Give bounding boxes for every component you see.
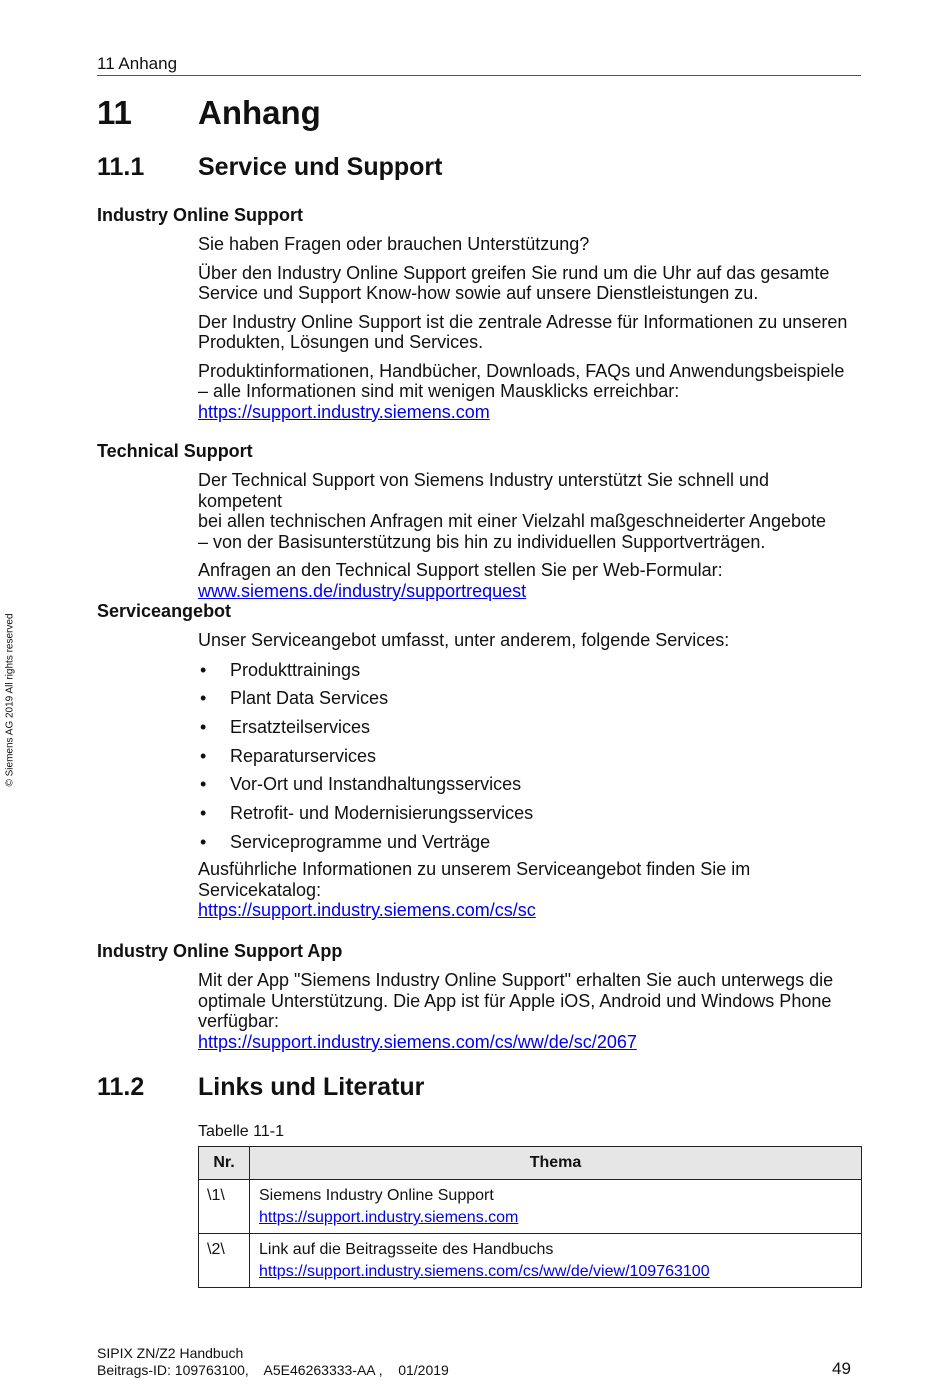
row-topic-cell: [250, 1180, 862, 1234]
row-link[interactable]: https://support.industry.siemens.com: [259, 1209, 519, 1226]
list-item: • Reparaturservices: [198, 746, 858, 775]
app-link[interactable]: https://support.industry.siemens.com/cs/ww/de/sc/2067: [198, 1031, 637, 1052]
paragraph: Produktinformationen, Handbücher, Downloads, FAQs und Anwendungsbeispiele – alle Informationen sind mit wenigen Mausklicks erreichbar: https://support.industry.siemens.com: [198, 360, 845, 422]
document-id: Beitrags-ID: 109763100, A5E46263333-AA , 01/2019: [97, 1362, 449, 1378]
column-header-nr: Nr.: [199, 1147, 250, 1180]
heading-service-offer: Serviceangebot: [97, 601, 232, 621]
table-caption: Tabelle 11-1: [198, 1123, 284, 1140]
page-footer: [97, 1345, 449, 1379]
literature-table: [198, 1146, 862, 1288]
section-title-text: Links und Literatur: [198, 1073, 425, 1101]
document-title: SIPIX ZN/Z2 Handbuch: [97, 1345, 244, 1361]
paragraph: Ausführliche Informationen zu unserem Serviceangebot finden Sie im Servicekatalog: https://support.industry.siemens.com/cs/sc: [198, 859, 751, 921]
chapter-number: 11: [97, 94, 132, 131]
row-link[interactable]: https://support.industry.siemens.com/cs/ww/de/view/109763100: [259, 1263, 710, 1280]
row-number: \2\: [199, 1234, 250, 1288]
paragraph: Über den Industry Online Support greifen Sie rund um die Uhr auf das gesamte Service und Support Know-how sowie auf unsere Dienstleistungen zu.: [198, 262, 830, 303]
section-title-service: [97, 153, 442, 182]
online-support-body: [198, 234, 858, 430]
list-item: • Plant Data Services: [198, 688, 858, 717]
service-list: [198, 660, 858, 853]
heading-technical-support: Technical Support: [97, 441, 253, 461]
paragraph: Mit der App "Siemens Industry Online Support" erhalten Sie auch unterwegs die optimale Unterstützung. Die App ist für Apple iOS, Android und Windows Phone verfügbar: https://support.industry.siemens.com/cs/ww/de/sc/2067: [198, 970, 834, 1052]
paragraph: Der Technical Support von Siemens Industry unterstützt Sie schnell und kompetent bei allen technischen Anfragen mit einer Vielzahl maßgeschneiderter Angebote – von der Basisunterstützung bis hin zu individuellen Supportverträgen.: [198, 470, 827, 552]
paragraph: Der Industry Online Support ist die zentrale Adresse für Informationen zu unseren Produkten, Lösungen und Services.: [198, 311, 848, 352]
paragraph: Sie haben Fragen oder brauchen Unterstützung?: [198, 234, 590, 254]
table-row: [199, 1180, 862, 1234]
chapter-title: [97, 94, 321, 132]
list-item: • Vor-Ort und Instandhaltungsservices: [198, 774, 858, 803]
heading-online-support: Industry Online Support: [97, 205, 303, 225]
list-item: • Ersatzteilservices: [198, 717, 858, 746]
servicecatalog-link[interactable]: https://support.industry.siemens.com/cs/sc: [198, 900, 536, 921]
section-title-links: [97, 1073, 424, 1102]
paragraph: Unser Serviceangebot umfasst, unter anderem, folgende Services:: [198, 630, 730, 650]
copyright-note: © Siemens AG 2019 All rights reserved: [4, 613, 16, 787]
heading-app: Industry Online Support App: [97, 941, 343, 961]
row-topic-cell: [250, 1234, 862, 1288]
row-topic: Siemens Industry Online Support: [259, 1187, 494, 1204]
section-number: 11.1: [97, 153, 145, 181]
table-row: [199, 1234, 862, 1288]
running-header: 11 Anhang: [97, 54, 861, 76]
row-number: \1\: [199, 1180, 250, 1234]
list-item: • Produkttrainings: [198, 660, 858, 689]
chapter-title-text: Anhang: [198, 94, 321, 131]
table-header-row: [199, 1147, 862, 1180]
technical-support-body: [198, 470, 858, 609]
support-link[interactable]: https://support.industry.siemens.com: [198, 401, 490, 422]
section-title-text: Service und Support: [198, 153, 443, 181]
column-header-topic: Thema: [250, 1147, 862, 1180]
service-offer-body: [198, 630, 858, 929]
supportrequest-link[interactable]: www.siemens.de/industry/supportrequest: [198, 580, 527, 601]
app-body: [198, 970, 858, 1060]
list-item: • Retrofit- und Modernisierungsservices: [198, 803, 858, 832]
section-number: 11.2: [97, 1073, 145, 1101]
row-topic: Link auf die Beitragsseite des Handbuchs: [259, 1241, 554, 1258]
page-number: 49: [832, 1359, 851, 1378]
list-item: • Serviceprogramme und Verträge: [198, 832, 858, 853]
paragraph: Anfragen an den Technical Support stellen Sie per Web-Formular: www.siemens.de/industry/supportrequest: [198, 560, 723, 601]
